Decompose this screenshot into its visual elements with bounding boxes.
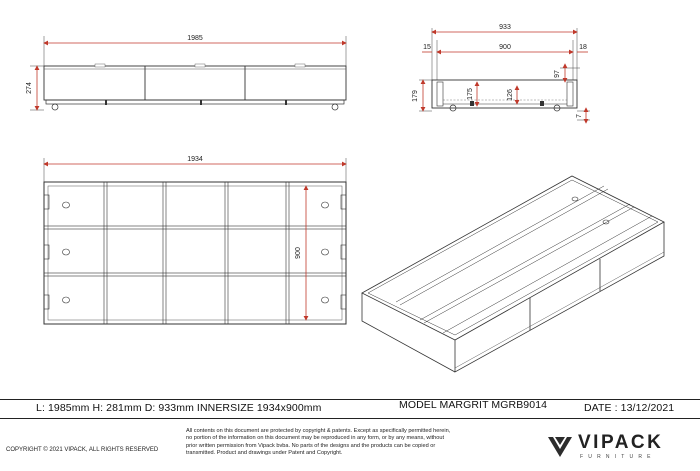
footer-divider-top bbox=[0, 399, 700, 400]
footer-divider-bottom bbox=[0, 418, 700, 419]
copyright-notice: COPYRIGHT © 2021 VIPACK, ALL RIGHTS RESERVED bbox=[6, 447, 159, 453]
front-view bbox=[26, 35, 346, 110]
overall-dimensions-text: L: 1985mm H: 281mm D: 933mm INNERSIZE 1934x900mm bbox=[36, 402, 322, 414]
side-left-offset-label: 15 bbox=[423, 44, 431, 51]
front-length-label: 1985 bbox=[187, 35, 203, 42]
side-h5-label: 7 bbox=[576, 114, 583, 118]
legal-line: no portion of the information on this document may be reproduced in any form, or by any means, without bbox=[186, 435, 445, 442]
side-h3-label: 175 bbox=[467, 88, 474, 100]
side-inner-label: 900 bbox=[499, 44, 511, 51]
side-right-offset-label: 18 bbox=[579, 44, 587, 51]
legal-line: All contents on this document are protected by copyright & patents. Except as specifically permitted herein, bbox=[186, 428, 451, 434]
top-view bbox=[44, 156, 346, 324]
legal-notice bbox=[186, 428, 450, 458]
logo-mark-icon bbox=[546, 434, 574, 460]
front-height-label: 274 bbox=[26, 82, 33, 94]
brand-name: VIPACK bbox=[578, 432, 664, 453]
side-h1-label: 97 bbox=[554, 70, 561, 78]
side-view bbox=[412, 24, 590, 123]
model-name: MODEL MARGRIT MGRB9014 bbox=[399, 399, 548, 411]
brand-subtitle: FURNITURE bbox=[580, 454, 656, 460]
legal-line: prior written permission from Vipack bvba. No parts of the designs and the products can be copied or bbox=[186, 442, 436, 449]
isometric-view bbox=[362, 176, 664, 372]
top-width-label: 900 bbox=[295, 247, 302, 259]
legal-line: transmitted. Product and drawings under Patent and Copyright. bbox=[186, 450, 343, 457]
top-length-label: 1934 bbox=[187, 156, 203, 163]
drawing-date: DATE : 13/12/2021 bbox=[584, 402, 675, 414]
side-h4-label: 126 bbox=[507, 89, 514, 101]
side-depth-label: 933 bbox=[499, 24, 511, 31]
side-h2-label: 179 bbox=[412, 90, 419, 102]
